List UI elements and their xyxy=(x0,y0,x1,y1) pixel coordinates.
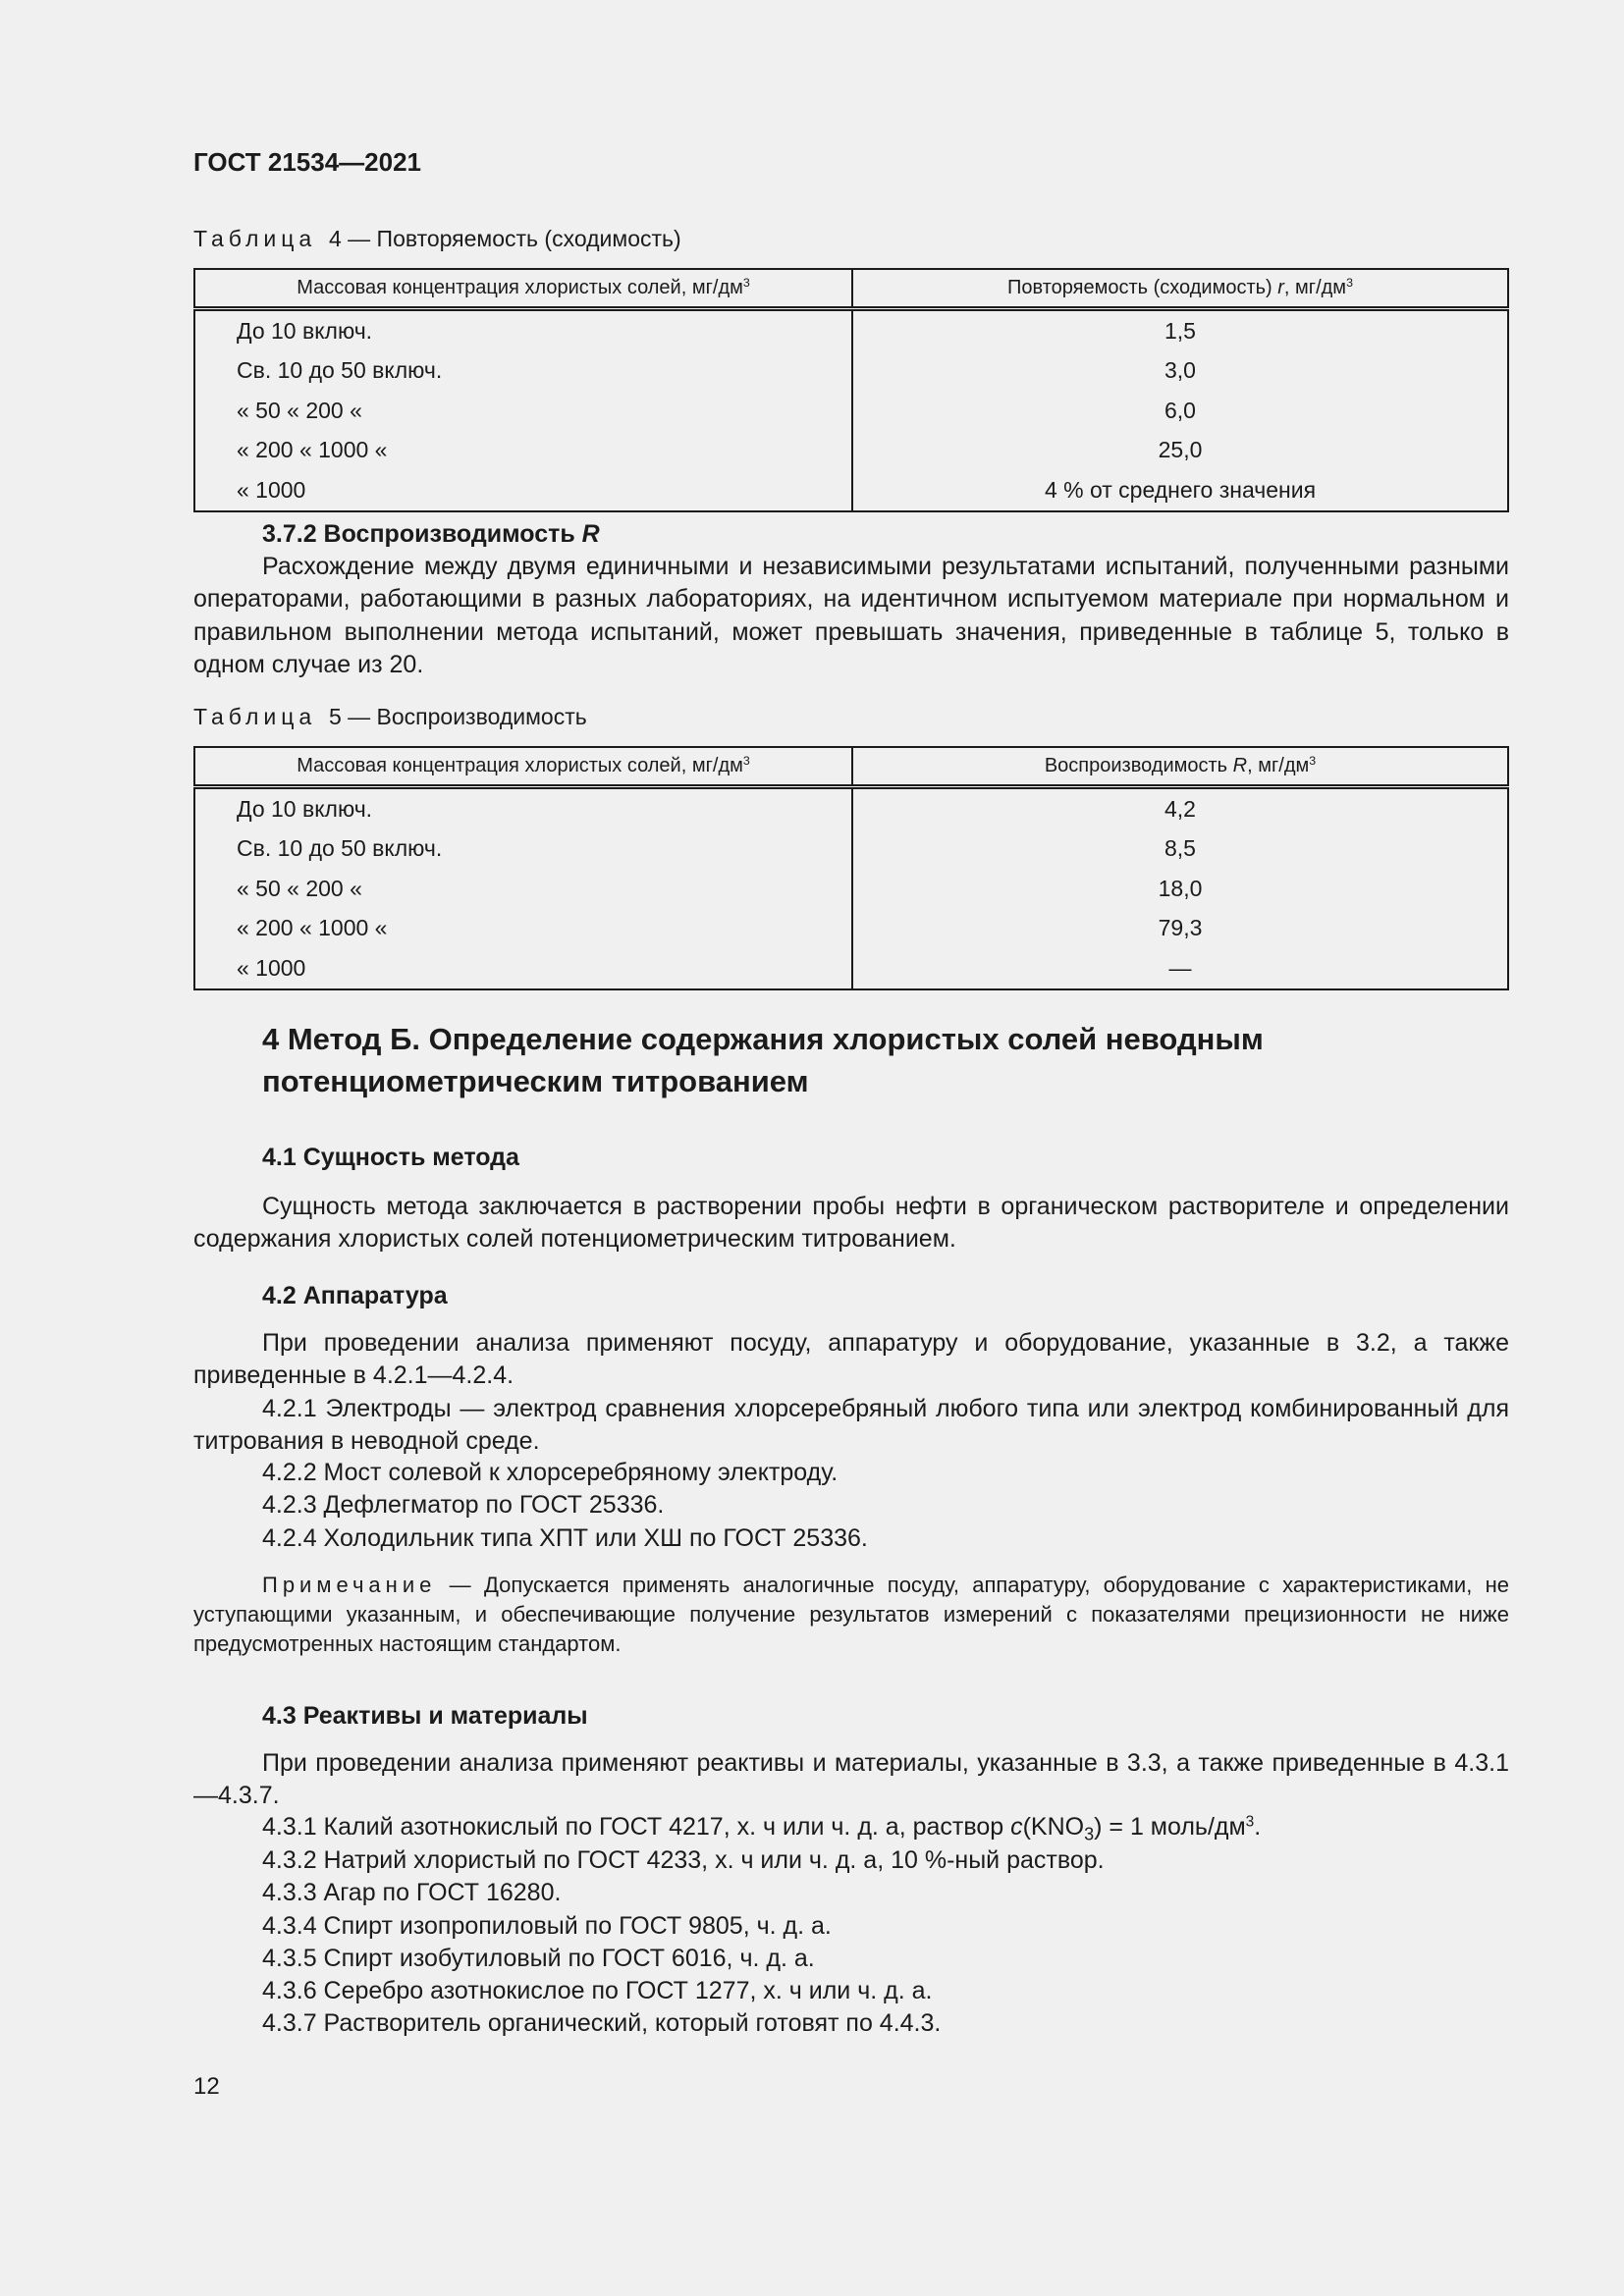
section-4-2-4-text: 4.2.4 Холодильник типа ХПТ или ХШ по ГОСТ 25336. xyxy=(262,1524,868,1552)
table4-col1-header: Массовая концентрация хлористых солей, $мг/дм^3$ xyxy=(194,269,852,309)
section-3-7-2-text: Расхождение между двумя единичными и независимыми результатами испытаний, полученными разными операторами, работающими в разных лабораториях, на идентичном испытуемом материале при нормальном и правильном выполнении метода испытаний, может превышать значения, приведенные в таблице 5, только в одном случае из 20. xyxy=(193,553,1509,678)
note-text: — Допускается применять аналогичные посуду, аппаратуру, оборудование с характеристиками, не уступающими указанным, и обеспечивающие получение результатов измерений с показателями прецизионности не ниже предусмотренных настоящим стандартом. xyxy=(193,1573,1509,1656)
table-cell-value: 3,0 xyxy=(852,351,1508,392)
document-header: ГОСТ 21534—2021 xyxy=(193,147,421,177)
table-cell-value: 8,5 xyxy=(852,829,1508,870)
table4-caption xyxy=(193,226,681,252)
section-4-2-1-text: 4.2.1 Электроды — электрод сравнения хлорсеребряный любого типа или электрод комбинированный для титрования в неводной среде. xyxy=(193,1395,1509,1456)
section-4-3-6-text: 4.3.6 Серебро азотнокислое по ГОСТ 1277, х. ч или ч. д. а. xyxy=(262,1977,933,2004)
section-4-title xyxy=(262,1018,1509,1102)
table-cell-range: Св. 10 до 50 включ. xyxy=(237,357,443,384)
table-row xyxy=(194,787,1508,829)
table-cell-range: « 50 « 200 « xyxy=(237,397,362,423)
section-4-2-text: При проведении анализа применяют посуду, аппаратуру и оборудование, указанные в 3.2, а также приведенные в 4.2.1—4.2.4. xyxy=(193,1329,1509,1390)
section-4-3-text: При проведении анализа применяют реактивы и материалы, указанные в 3.3, а также приведенные в 4.3.1—4.3.7. xyxy=(193,1749,1509,1810)
section-4-title-line1: 4 Метод Б. Определение содержания хлористых солей неводным xyxy=(262,1022,1264,1056)
table-row xyxy=(194,431,1508,471)
table-cell-value: 25,0 xyxy=(852,431,1508,471)
table-row xyxy=(194,829,1508,870)
section-4-3-5-text: 4.3.5 Спирт изобутиловый по ГОСТ 6016, ч. д. а. xyxy=(262,1945,815,1972)
table-cell-range: « 200 « 1000 « xyxy=(237,437,388,463)
table-cell-value: 4 % от среднего значения xyxy=(852,470,1508,511)
section-4-3-7-text: 4.3.7 Растворитель органический, который готовят по 4.4.3. xyxy=(262,2009,942,2037)
section-4-1-text: Сущность метода заключается в растворении пробы нефти в органическом растворителе и определении содержания хлористых солей потенциометрическим титрованием. xyxy=(193,1193,1509,1254)
table-cell-value: 79,3 xyxy=(852,909,1508,949)
section-4-2-2-text: 4.2.2 Мост солевой к хлорсеребряному электроду. xyxy=(262,1459,839,1486)
table-cell-value: 6,0 xyxy=(852,391,1508,431)
table-row xyxy=(194,391,1508,431)
page-number: 12 xyxy=(193,2073,220,2100)
table-row xyxy=(194,470,1508,511)
table4-caption-label: Таблица xyxy=(193,226,317,251)
table5-caption xyxy=(193,704,587,730)
table-cell-value: 1,5 xyxy=(852,309,1508,351)
table4-caption-text: 4 — Повторяемость (сходимость) xyxy=(328,226,681,251)
table5-caption-label: Таблица xyxy=(193,704,317,729)
section-4-2-title: 4.2 Аппаратура xyxy=(262,1282,448,1309)
section-3-7-2-title: 3.7.2 Воспроизводимость R xyxy=(262,520,600,548)
table4 xyxy=(193,268,1509,512)
table-cell-value: 4,2 xyxy=(852,787,1508,829)
section-4-3-2-text: 4.3.2 Натрий хлористый по ГОСТ 4233, х. ч или ч. д. а, 10 %-ный раствор. xyxy=(262,1846,1105,1874)
table5-col1-header: Массовая концентрация хлористых солей, $мг/дм^3$ xyxy=(194,747,852,787)
table-cell-range: « 200 « 1000 « xyxy=(237,915,388,941)
table-row xyxy=(194,351,1508,392)
table-cell-value: 18,0 xyxy=(852,869,1508,909)
table-cell-range: « 1000 xyxy=(237,954,306,981)
table-cell-range: До 10 включ. xyxy=(237,795,373,822)
table-row xyxy=(194,948,1508,989)
table5 xyxy=(193,746,1509,990)
table-cell-range: До 10 включ. xyxy=(237,317,373,344)
table5-col2-header: Воспроизводимость R, $мг/дм^3$ xyxy=(852,747,1508,787)
section-4-2-3-text: 4.2.3 Дефлегматор по ГОСТ 25336. xyxy=(262,1491,665,1519)
table-cell-range: « 1000 xyxy=(237,476,306,503)
table-row xyxy=(194,909,1508,949)
section-4-3-title: 4.3 Реактивы и материалы xyxy=(262,1702,588,1730)
table5-header-row xyxy=(194,747,1508,787)
section-4-title-line2: потенциометрическим титрованием xyxy=(262,1064,809,1098)
table5-caption-text: 5 — Воспроизводимость xyxy=(328,704,587,729)
table4-header-row xyxy=(194,269,1508,309)
table-row xyxy=(194,309,1508,351)
note-label: Примечание xyxy=(262,1573,437,1597)
table-row xyxy=(194,869,1508,909)
section-4-3-4-text: 4.3.4 Спирт изопропиловый по ГОСТ 9805, ч. д. а. xyxy=(262,1912,832,1940)
table4-col2-header: Повторяемость (сходимость) r, $мг/дм^3$ xyxy=(852,269,1508,309)
section-4-3-1-text: 4.3.1 Калий азотнокислый по ГОСТ 4217, х. ч или ч. д. а, раствор $c(KNO_3) = 1$ моль/$дм^3$. xyxy=(262,1813,1262,1844)
table-cell-range: « 50 « 200 « xyxy=(237,875,362,901)
section-4-2-note xyxy=(193,1571,1509,1659)
table-cell-range: Св. 10 до 50 включ. xyxy=(237,835,443,862)
table-cell-value: — xyxy=(852,948,1508,989)
section-4-3-3-text: 4.3.3 Агар по ГОСТ 16280. xyxy=(262,1879,562,1906)
section-4-1-title: 4.1 Сущность метода xyxy=(262,1144,519,1171)
